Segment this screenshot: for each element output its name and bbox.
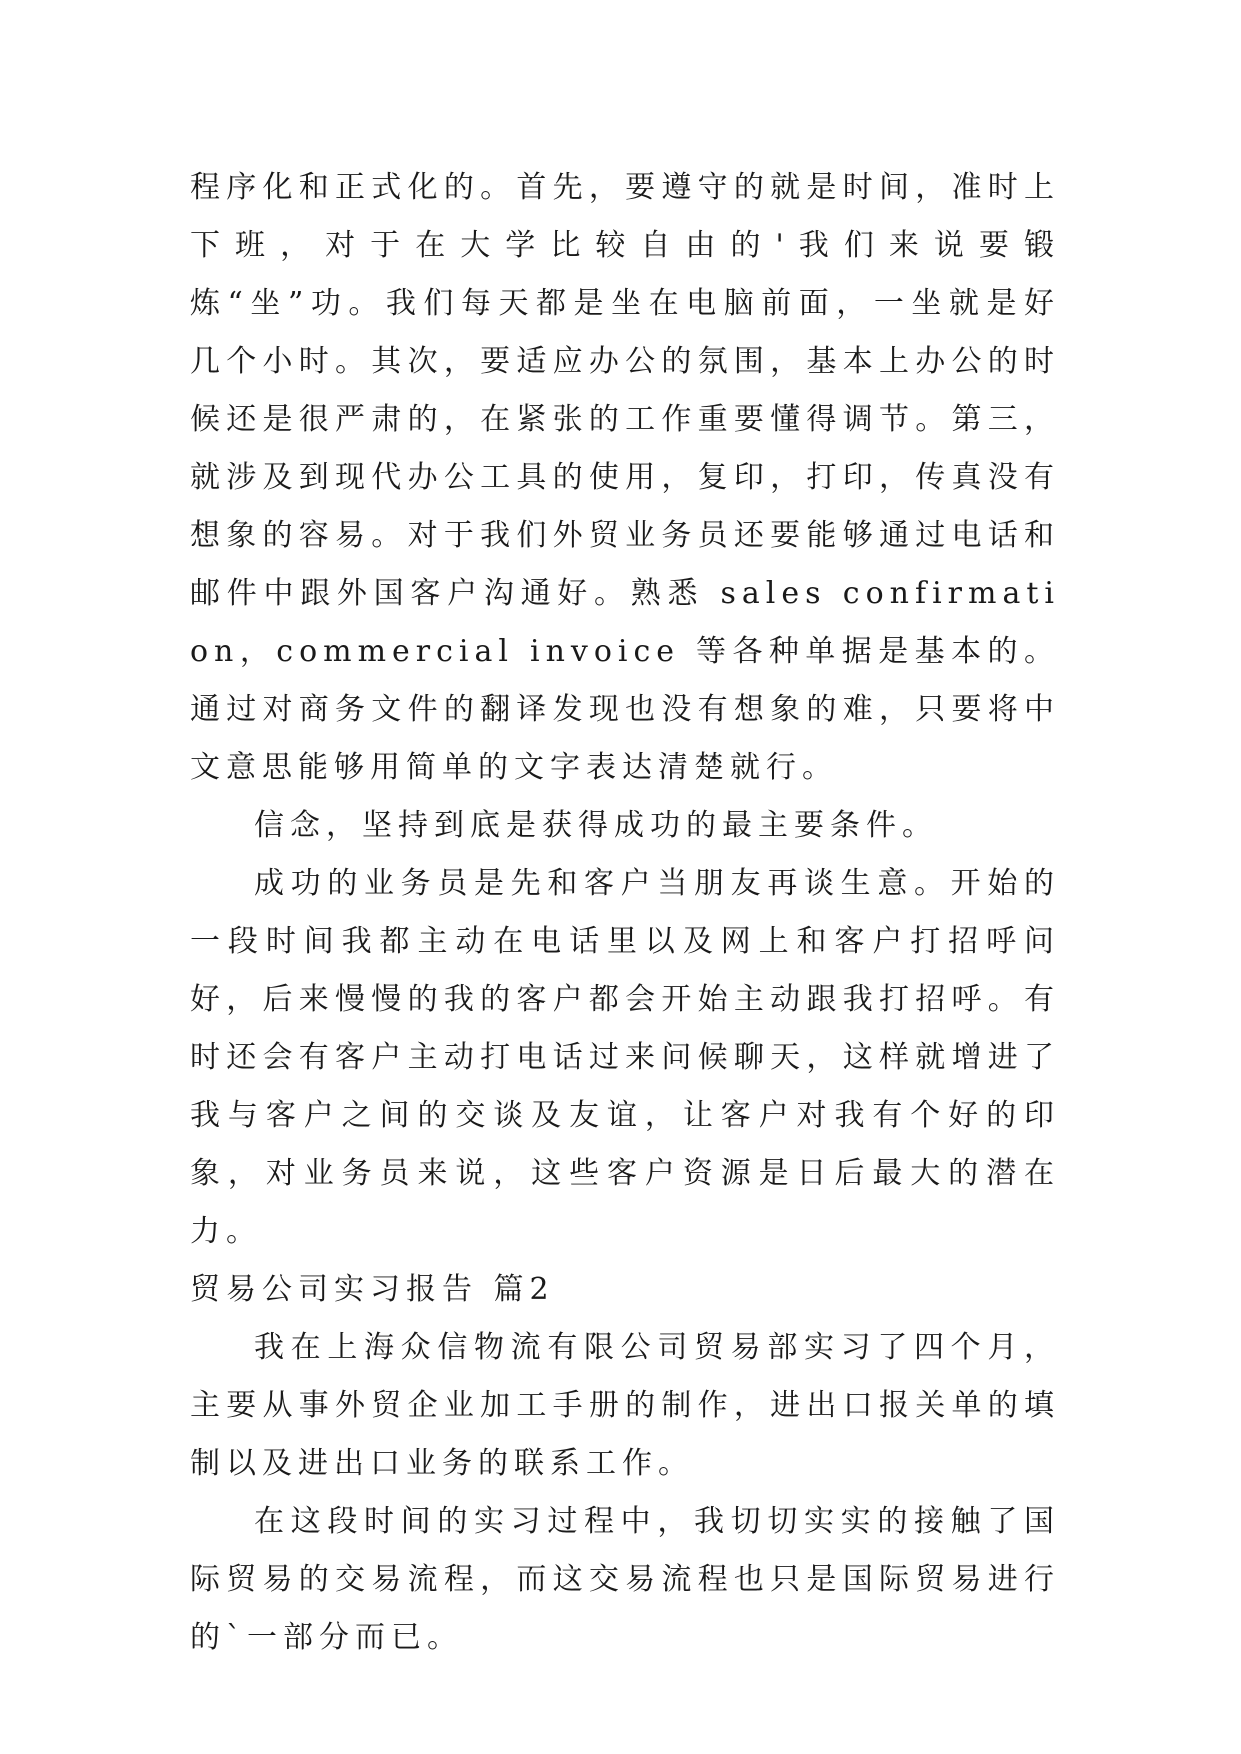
paragraph-internship-intro: 我在上海众信物流有限公司贸易部实习了四个月，主要从事外贸企业加工手册的制作，进出口报关单的填制以及进出口业务的联系工作。 [190,1330,1060,1481]
paragraph-belief: 信念，坚持到底是获得成功的最主要条件。 [254,808,938,843]
paragraph-trade-process: 在这段时间的实习过程中，我切切实实的接触了国际贸易的交易流程，而这交易流程也只是国际贸易进行的`一部分而已。 [190,1504,1060,1655]
section-heading: 贸易公司实习报告 篇2 [190,1272,555,1307]
document-body [190,159,1060,1667]
paragraph-successful-salesperson: 成功的业务员是先和客户当朋友再谈生意。开始的一段时间我都主动在电话里以及网上和客户打招呼问好，后来慢慢的我的客户都会开始主动跟我打招呼。有时还会有客户主动打电话过来问候聊天，这样就增进了我与客户之间的交谈及友谊，让客户对我有个好的印象，对业务员来说，这些客户资源是日后最大的潜在力。 [190,866,1060,1249]
paragraph-continued-routine: 程序化和正式化的。首先，要遵守的就是时间，准时上下班，对于在大学比较自由的'我们来说要锻炼“坐”功。我们每天都是坐在电脑前面，一坐就是好几个小时。其次，要适应办公的氛围，基本上办公的时候还是很严肃的，在紧张的工作重要懂得调节。第三，就涉及到现代办公工具的使用，复印，打印，传真没有想象的容易。对于我们外贸业务员还要能够通过电话和邮件中跟外国客户沟通好。熟悉 sales confirmation，commercial invoice 等各种单据是基本的。通过对商务文件的翻译发现也没有想象的难，只要将中文意思能够用简单的文字表达清楚就行。 [190,170,1060,785]
